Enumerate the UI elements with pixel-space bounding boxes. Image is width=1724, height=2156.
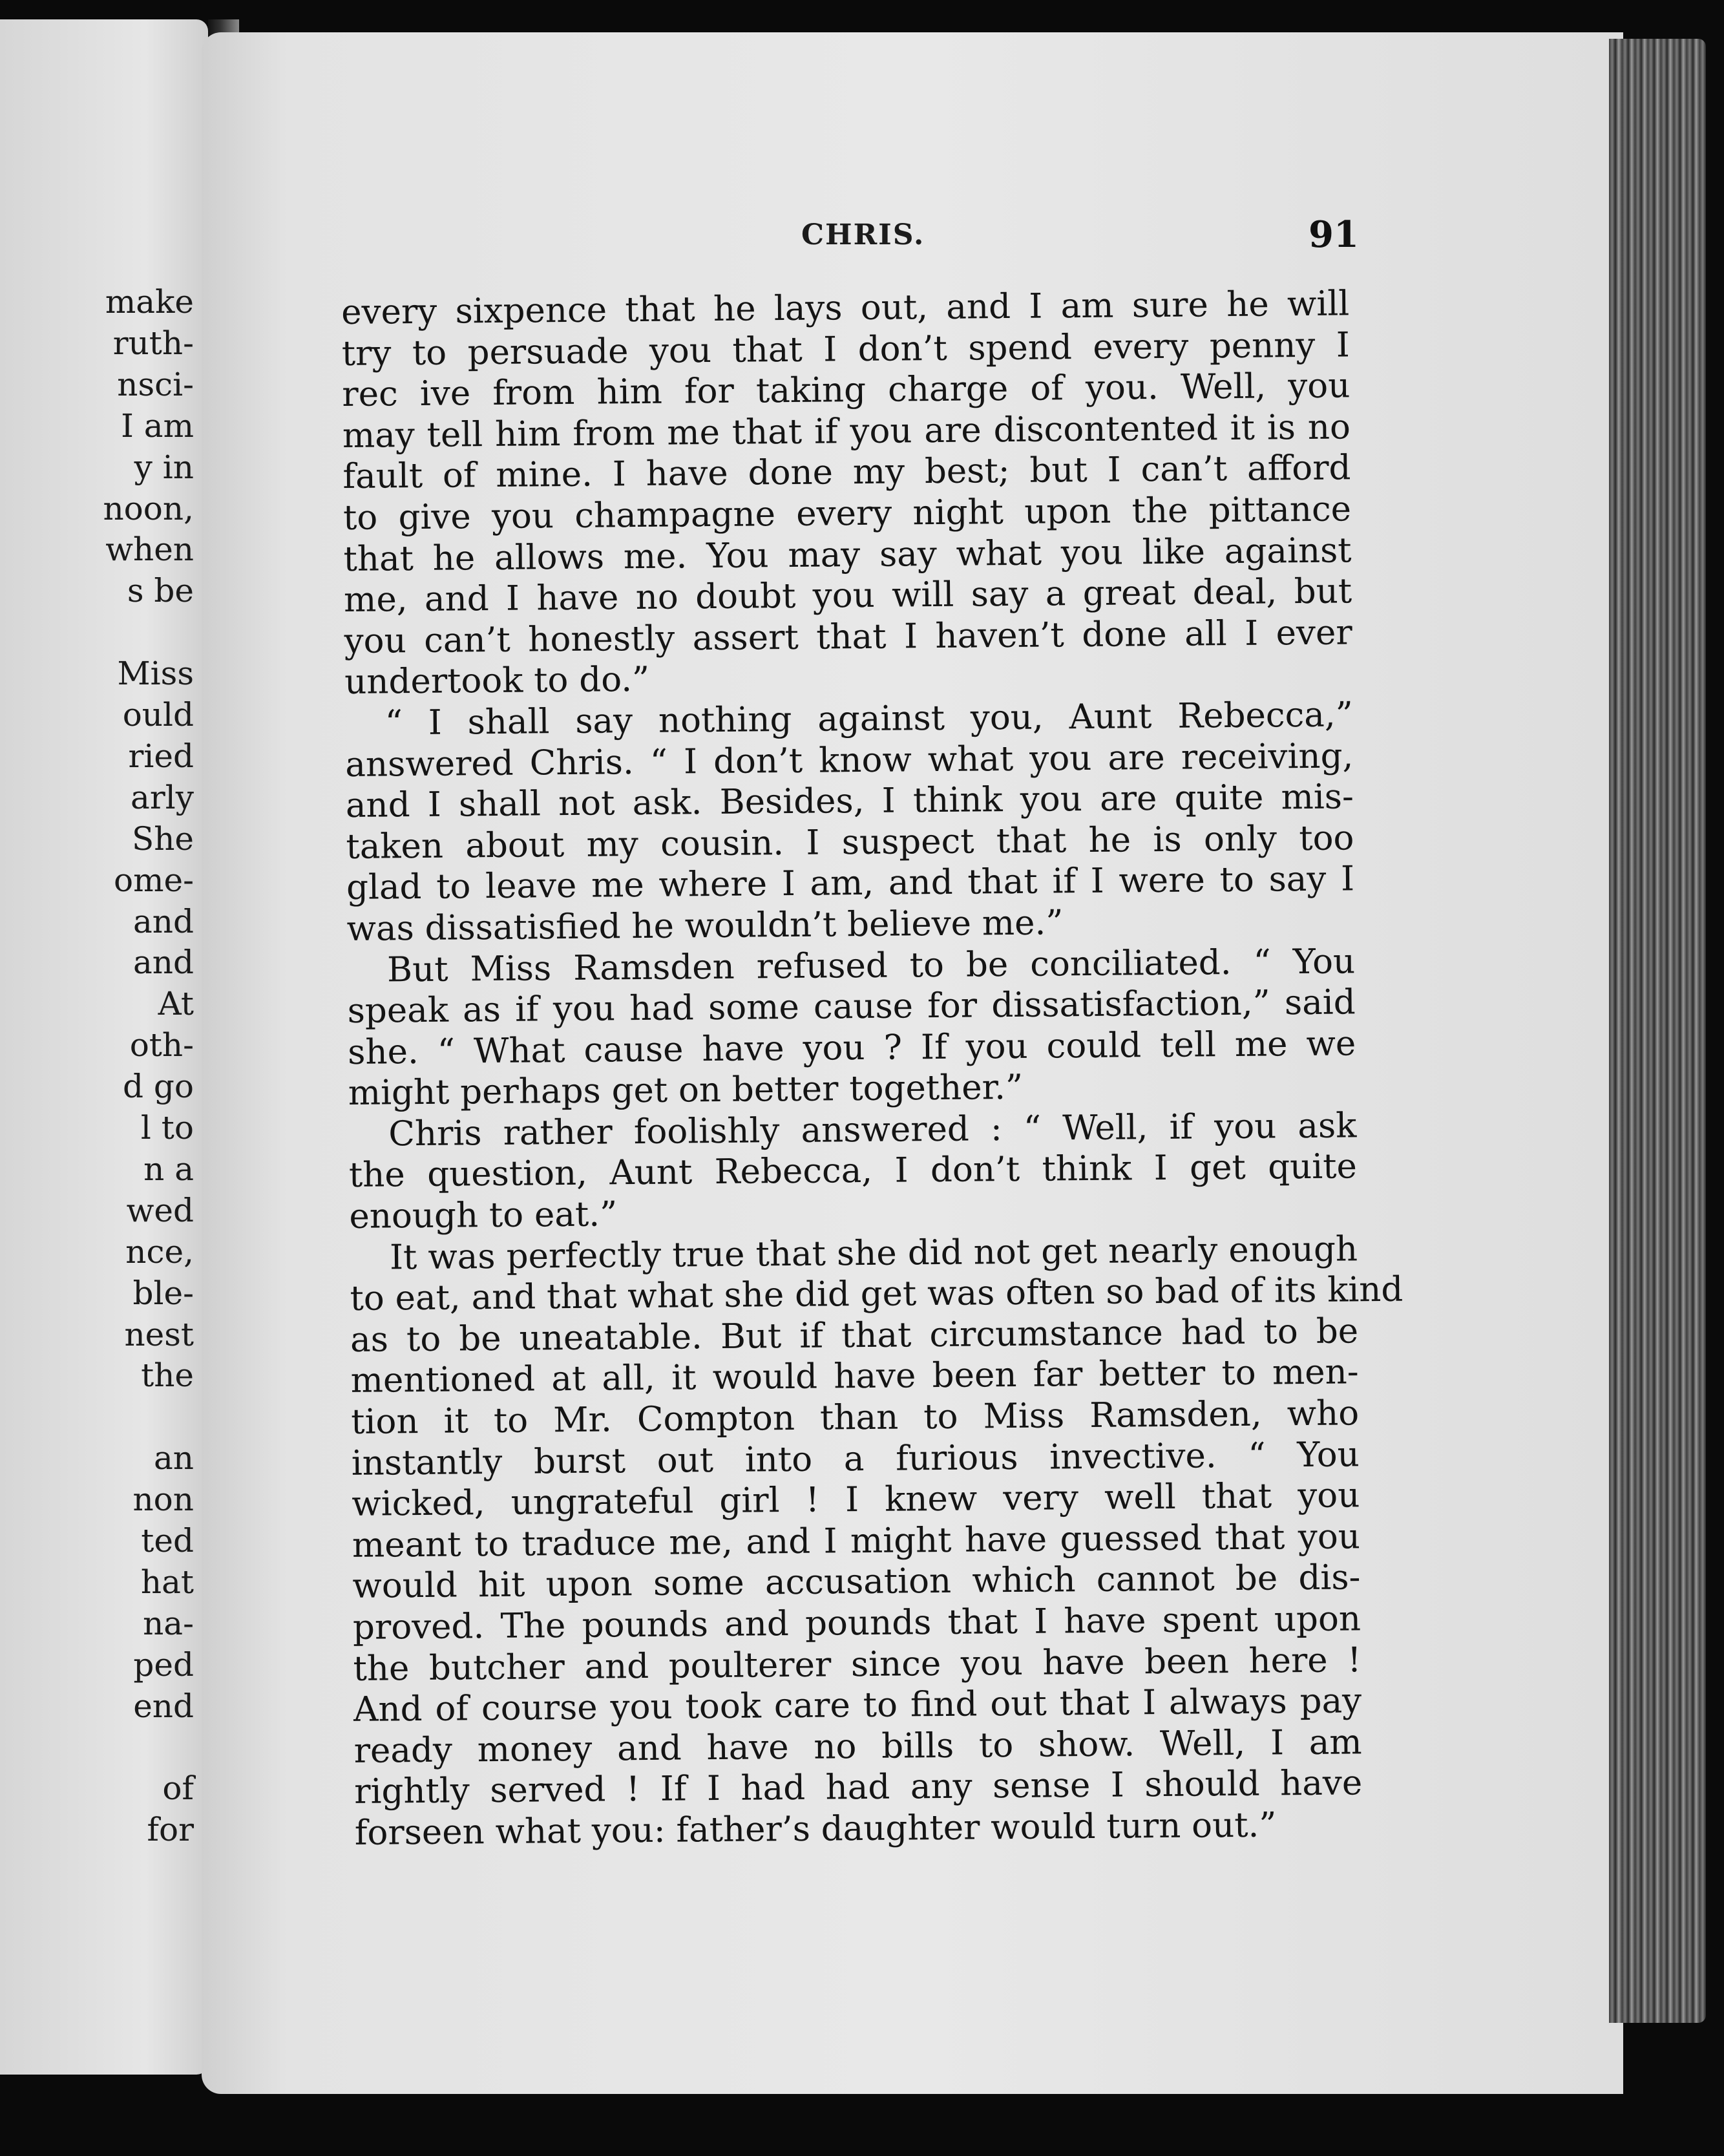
text-line: undertook to do.”: [344, 660, 650, 703]
text-line: might perhaps get on better together.”: [348, 1068, 1024, 1114]
text-line: proved. The pounds and pounds that I have spent upon: [352, 1599, 1361, 1647]
left-page-line-fragment: l to: [140, 1109, 194, 1147]
left-page-line-fragment: arly: [131, 778, 194, 816]
text-line: instantly burst out into a furious invective. “ You: [351, 1434, 1360, 1483]
text-line: she. “ What cause have you ? If you could tell me we: [347, 1024, 1356, 1072]
text-line: glad to leave me where I am, and that if I were to say I: [346, 859, 1355, 908]
text-line: and I shall not ask. Besides, I think you are quite mis-: [345, 777, 1354, 826]
text-line: the butcher and poulterer since you have been here !: [353, 1640, 1361, 1689]
left-page-line-fragment: end: [133, 1687, 194, 1725]
text-line: me, and I have no doubt you will say a great deal, but: [343, 571, 1352, 620]
left-page-line-fragment: s be: [127, 572, 194, 610]
left-page-line-fragment: She: [131, 819, 194, 858]
text-line: forseen what you: father’s daughter would turn out.”: [354, 1805, 1277, 1853]
text-line: rightly served ! If I had had any sense I should have: [353, 1763, 1363, 1812]
text-line: tion it to Mr. Compton than to Miss Ramsden, who: [350, 1393, 1360, 1442]
left-page-line-fragment: ried: [128, 737, 194, 775]
left-page-line-fragment: nce,: [125, 1232, 194, 1271]
left-page-line-fragment: ould: [122, 696, 194, 734]
left-page-line-fragment: for: [147, 1811, 194, 1849]
left-page-line-fragment: non: [132, 1481, 194, 1519]
text-line: enough to eat.”: [349, 1194, 618, 1237]
left-page-line-fragment: ome-: [114, 861, 194, 899]
body-text: [341, 283, 1403, 1854]
left-page-line-fragment: I am: [121, 407, 194, 445]
left-page-line-fragment: and: [132, 944, 194, 982]
text-line: taken about my cousin. I suspect that he is only too: [346, 818, 1354, 867]
left-page-line-fragment: make: [105, 283, 194, 321]
text-line: you can’t honestly assert that I haven’t done all I ever: [344, 613, 1352, 661]
text-line: the question, Aunt Rebecca, I don’t think I get quite: [348, 1147, 1358, 1196]
text-line: mentioned at all, it would have been far better to men-: [350, 1352, 1359, 1401]
paragraph: [348, 1105, 1358, 1237]
text-line: that he allows me. You may say what you like against: [343, 530, 1352, 579]
text-line: to eat, and that what she did get was often so bad of its kind: [350, 1269, 1403, 1319]
left-page-line-fragment: ped: [133, 1645, 194, 1684]
left-page-line-fragment: nsci-: [117, 365, 194, 403]
text-line: was dissatisfied he wouldn’t believe me.”: [346, 903, 1064, 949]
page-edges: [1609, 39, 1706, 2023]
running-header: CHRIS.: [801, 218, 925, 251]
text-line: rec ive from him for taking charge of you. Well, you: [342, 366, 1351, 415]
left-page-line-fragment: an: [153, 1439, 194, 1477]
left-page-line-fragment: noon,: [103, 489, 194, 527]
left-page-line-fragment: of: [162, 1770, 194, 1808]
left-page-line-fragment: when: [105, 531, 194, 569]
paragraph: [345, 694, 1355, 949]
left-facing-page: [0, 19, 208, 2075]
text-line: speak as if you had some cause for dissatisfaction,” said: [347, 982, 1356, 1031]
text-line: may tell him from me that if you are discontented it is no: [342, 407, 1351, 456]
text-line: And of course you took care to find out that I always pay: [353, 1681, 1362, 1730]
text-line: But Miss Ramsden refused to be conciliated. “ You: [386, 941, 1356, 989]
text-line: “ I shall say nothing against you, Aunt Rebecca,”: [384, 695, 1354, 743]
text-line: wicked, ungrateful girl ! I knew very well that you: [352, 1475, 1360, 1525]
text-line: to give you champagne every night upon the pittance: [342, 489, 1352, 538]
text-line: try to persuade you that I don’t spend every penny I: [341, 324, 1351, 374]
left-page-line-fragment: Miss: [117, 655, 194, 693]
left-page-line-fragment: y in: [134, 448, 194, 486]
text-line: It was perfectly true that she did not get nearly enough: [389, 1229, 1358, 1278]
paragraph: [350, 1229, 1403, 1854]
left-page-line-fragment: ted: [141, 1522, 194, 1559]
text-line: fault of mine. I have done my best; but I can’t afford: [342, 448, 1351, 497]
text-line: as to be uneatable. But if that circumstance had to be: [350, 1311, 1359, 1360]
left-page-line-fragment: hat: [140, 1563, 194, 1601]
left-page-line-fragment: At: [158, 985, 194, 1023]
left-page-line-fragment: na-: [143, 1604, 194, 1642]
page-number: 91: [1309, 213, 1359, 256]
text-line: would hit upon some accusation which cannot be dis-: [352, 1558, 1361, 1607]
left-page-line-fragment: wed: [126, 1191, 194, 1229]
left-page-line-fragment: d go: [122, 1068, 194, 1106]
paragraph: [341, 283, 1352, 703]
text-line: meant to traduce me, and I might have guessed that you: [352, 1517, 1361, 1565]
left-page-line-fragment: ruth-: [112, 324, 194, 362]
text-line: every sixpence that he lays out, and I am sure he will: [341, 284, 1350, 332]
text-line: answered Chris. “ I don’t know what you are receiving,: [345, 735, 1354, 785]
left-page-line-fragment: n a: [143, 1150, 194, 1188]
left-page-line-fragment: the: [141, 1357, 194, 1395]
left-page-line-fragment: nest: [124, 1315, 194, 1353]
text-line: ready money and have no bills to show. Well, I am: [353, 1722, 1362, 1771]
left-page-line-fragment: and: [132, 902, 194, 940]
paragraph: [347, 941, 1356, 1114]
left-page-line-fragment: oth-: [129, 1026, 194, 1064]
text-line: Chris rather foolishly answered : “ Well, if you ask: [388, 1106, 1357, 1154]
left-page-line-fragment: ble-: [132, 1274, 194, 1312]
